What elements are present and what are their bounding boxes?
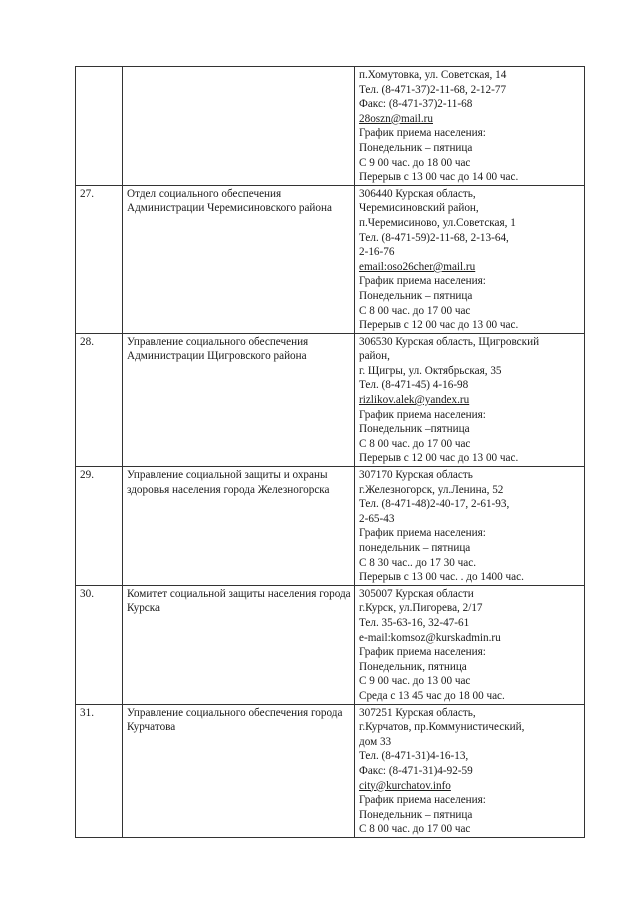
organization-name-text: Управление социальной защиты и охраны здоровья населения города Железногорска bbox=[127, 469, 330, 496]
organization-name bbox=[123, 185, 355, 333]
contact-info bbox=[355, 467, 585, 586]
contact-line: Тел. (8-471-48)2-40-17, 2-61-93, bbox=[359, 498, 510, 511]
contact-line: График приема населения: bbox=[359, 127, 486, 140]
table-body bbox=[76, 67, 585, 838]
table-row bbox=[76, 67, 585, 186]
contact-line: Среда с 13 45 час до 18 00 час. bbox=[359, 689, 505, 702]
contact-line: 307170 Курская область bbox=[359, 469, 473, 482]
contact-info bbox=[355, 585, 585, 704]
row-number bbox=[76, 67, 123, 186]
table-row bbox=[76, 585, 585, 704]
contact-line: Тел. (8-471-37)2-11-68, 2-12-77 bbox=[359, 83, 507, 96]
contact-line: Понедельник – пятница bbox=[359, 289, 473, 302]
contact-line: График приема населения: bbox=[359, 794, 486, 807]
contact-line: Понедельник – пятница bbox=[359, 141, 473, 154]
contact-line: понедельник – пятница bbox=[359, 542, 471, 554]
contact-info bbox=[355, 704, 585, 837]
contact-line: Черемисиновский район, bbox=[359, 202, 479, 215]
contact-info bbox=[355, 67, 585, 186]
email-line[interactable]: e-mail:komsoz@kurskadmin.ru bbox=[359, 631, 501, 644]
organization-name bbox=[123, 704, 355, 837]
contact-line: С 9 00 час. до 18 00 час bbox=[359, 156, 471, 169]
row-number: 31. bbox=[76, 704, 123, 837]
table-row bbox=[76, 185, 585, 333]
contact-line: 305007 Курская области bbox=[359, 587, 474, 600]
contact-line: С 8 30 час.. до 17 30 час. bbox=[359, 556, 476, 569]
row-number: 29. bbox=[76, 467, 123, 586]
contact-line: г.Курчатов, пр.Коммунистический, bbox=[359, 721, 525, 734]
contact-line: С 8 00 час. до 17 00 час bbox=[359, 437, 471, 450]
row-number: 27. bbox=[76, 185, 123, 333]
contact-line: Тел. (8-471-45) 4-16-98 bbox=[359, 379, 469, 392]
organization-name-text: Управление социального обеспечения города Курчатова bbox=[127, 706, 343, 734]
contact-line: С 8 00 час. до 17 00 час bbox=[359, 304, 471, 317]
social-services-table bbox=[75, 66, 585, 838]
table-row bbox=[76, 467, 585, 586]
organization-name bbox=[123, 585, 355, 704]
email-link[interactable]: 28oszn@mail.ru bbox=[359, 112, 433, 125]
contact-line: 2-16-76 bbox=[359, 246, 395, 259]
contact-line: 306440 Курская область, bbox=[359, 187, 476, 200]
website-link[interactable]: city@kurchatov.info bbox=[359, 779, 451, 792]
contact-line: С 8 00 час. до 17 00 час bbox=[359, 823, 471, 836]
contact-line: С 9 00 час. до 13 00 час bbox=[359, 675, 471, 688]
contact-line: График приема населения: bbox=[359, 408, 486, 421]
contact-line: График приема населения: bbox=[359, 275, 486, 288]
contact-line: Перерыв с 13 00 час. . до 1400 час. bbox=[359, 571, 524, 584]
contact-line: Тел. (8-471-59)2-11-68, 2-13-64, bbox=[359, 231, 509, 244]
table-row bbox=[76, 333, 585, 466]
contact-line: г. Щигры, ул. Октябрьская, 35 bbox=[359, 364, 502, 377]
organization-name bbox=[123, 467, 355, 586]
contact-line: Перерыв с 12 00 час до 13 00 час. bbox=[359, 319, 519, 332]
contact-info bbox=[355, 185, 585, 333]
contact-line: Тел. (8-471-31)4-16-13, bbox=[359, 750, 469, 763]
contact-line: Понедельник – пятница bbox=[359, 808, 473, 821]
contact-line: район, bbox=[359, 350, 390, 363]
contact-line: п.Черемисиново, ул.Советская, 1 bbox=[359, 216, 516, 229]
organization-name bbox=[123, 67, 355, 186]
organization-name-text: Отдел социального обеспечения Администрации Черемисиновского района bbox=[127, 187, 332, 215]
contact-info bbox=[355, 333, 585, 466]
contact-line: 2-65-43 bbox=[359, 512, 395, 525]
contact-line: 307251 Курская область, bbox=[359, 706, 476, 719]
table-row bbox=[76, 704, 585, 837]
organization-name-text: Управление социального обеспечения Администрации Щигровского района bbox=[127, 335, 309, 363]
contact-line: Тел. 35-63-16, 32-47-61 bbox=[359, 616, 470, 629]
contact-line: дом 33 bbox=[359, 735, 392, 748]
email-link[interactable]: rizlikov.alek@yandex.ru bbox=[359, 394, 470, 407]
contact-line: Понедельник –пятница bbox=[359, 423, 470, 436]
contact-line: Перерыв с 12 00 час до 13 00 час. bbox=[359, 452, 519, 465]
contact-line: Факс: (8-471-31)4-92-59 bbox=[359, 764, 473, 777]
organization-name-text: Комитет социальной защиты населения города Курска bbox=[127, 587, 351, 615]
contact-line: Факс: (8-471-37)2-11-68 bbox=[359, 98, 473, 111]
organization-name bbox=[123, 333, 355, 466]
contact-line: Перерыв с 13 00 час до 14 00 час. bbox=[359, 171, 519, 184]
contact-line: г.Курск, ул.Пигорева, 2/17 bbox=[359, 602, 483, 615]
contact-line: п.Хомутовка, ул. Советская, 14 bbox=[359, 69, 507, 81]
contact-line: График приема населения: bbox=[359, 646, 486, 659]
row-number: 30. bbox=[76, 585, 123, 704]
contact-line: г.Железногорск, ул.Ленина, 52 bbox=[359, 483, 504, 496]
contact-line: Понедельник, пятница bbox=[359, 660, 467, 673]
email-link[interactable]: email:oso26cher@mail.ru bbox=[359, 260, 476, 273]
contact-line: График приема населения: bbox=[359, 527, 486, 540]
contact-line: 306530 Курская область, Щигровский bbox=[359, 335, 540, 348]
row-number: 28. bbox=[76, 333, 123, 466]
